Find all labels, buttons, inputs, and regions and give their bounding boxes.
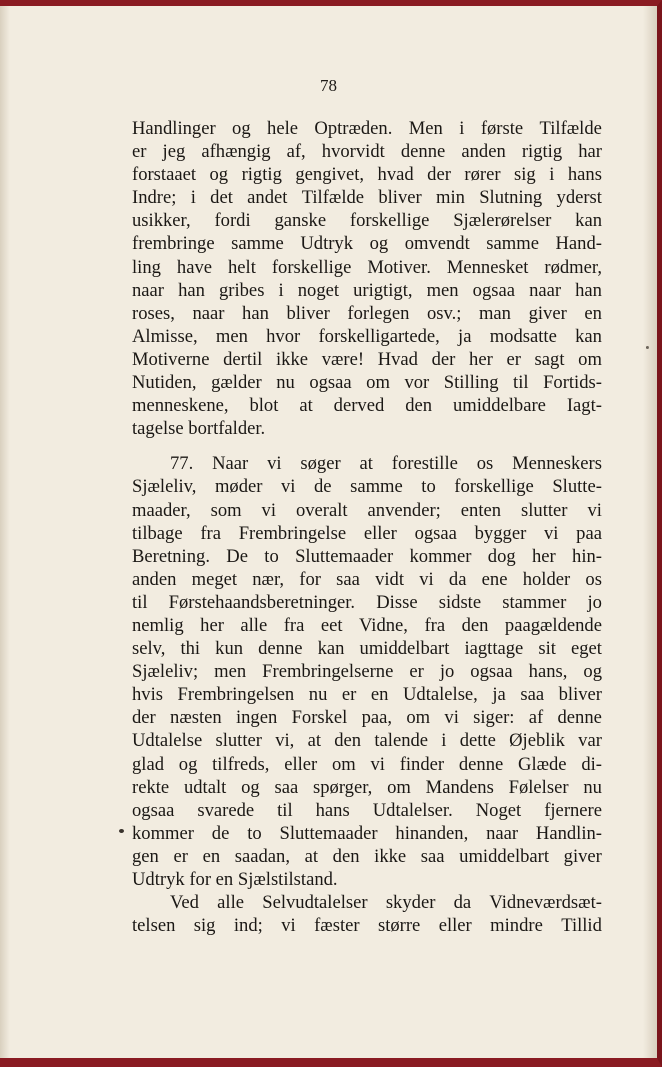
- text-line: Motiverne dertil ikke være! Hvad der her er sagt om: [132, 348, 602, 370]
- text-line: menneskene, blot at derved den umiddelbare Iagt-: [132, 395, 602, 417]
- text-line: ogsaa svarede til hans Udtalelser. Noget fjernere: [132, 799, 602, 821]
- text-line: til Førstehaandsberetninger. Disse sidste stammer jo: [132, 591, 602, 613]
- text-line: Nutiden, gælder nu ogsaa om vor Stilling til Fortids-: [132, 372, 602, 394]
- text-line: naar han gribes i noget urigtigt, men ogsaa naar han: [132, 279, 602, 301]
- text-line: der næsten ingen Forskel paa, om vi siger: af denne: [132, 707, 602, 729]
- text-line: telsen sig ind; vi fæster større eller mindre Tillid: [132, 915, 602, 937]
- text-line: hvis Frembringelsen nu er en Udtalelse, ja saa bliver: [132, 684, 602, 706]
- text-line: gen er en saadan, at den ikke saa umiddelbart giver: [132, 845, 602, 867]
- text-line: Indre; i det andet Tilfælde bliver min Slutning yderst: [132, 187, 602, 209]
- text-line: anden meget nær, for saa vidt vi da ene holder os: [132, 568, 602, 590]
- paragraph: [132, 452, 602, 891]
- margin-speck: [646, 346, 649, 349]
- text-line: usikker, fordi ganske forskellige Sjælerørelser kan: [132, 210, 602, 232]
- text-line: Beretning. De to Sluttemaader kommer dog her hin-: [132, 545, 602, 567]
- text-line: Ved alle Selvudtalelser skyder da Vidneværdsæt-: [170, 892, 602, 914]
- text-line: glad og tilfreds, eller om vi finder denne Glæde di-: [132, 753, 602, 775]
- text-line: frembringe samme Udtryk og omvendt samme Hand-: [132, 233, 602, 255]
- paragraph: [132, 117, 602, 440]
- paragraph: [132, 891, 602, 937]
- text-line: tagelse bortfalder.: [132, 418, 266, 440]
- text-line: ling have helt forskellige Motiver. Mennesket rødmer,: [132, 256, 602, 278]
- text-line: kommer de to Sluttemaader hinanden, naar Handlin-: [132, 822, 602, 844]
- text-line: rekte udtalt og saa spørger, om Mandens Følelser nu: [132, 776, 602, 798]
- text-line: Almisse, men hvor forskelligartede, ja modsatte kan: [132, 325, 602, 347]
- paragraph-gap: [132, 440, 602, 452]
- text-line: maader, som vi overalt anvender; enten slutter vi: [132, 499, 602, 521]
- text-line: tilbage fra Frembringelse eller ogsaa bygger vi paa: [132, 522, 602, 544]
- text-line: Handlinger og hele Optræden. Men i første Tilfælde: [132, 118, 602, 139]
- margin-speck: [119, 829, 124, 833]
- text-line: er jeg afhængig af, hvorvidt denne anden rigtig har: [132, 141, 602, 163]
- text-line: 77. Naar vi søger at forestille os Menneskers: [170, 453, 602, 475]
- text-line: Udtryk for en Sjælstilstand.: [132, 869, 338, 890]
- body-text: [132, 117, 602, 937]
- text-line: nemlig her alle fra eet Vidne, fra den paagældende: [132, 614, 602, 636]
- text-line: forstaaet og rigtig gengivet, hvad der rører sig i hans: [132, 164, 602, 186]
- text-line: Sjæleliv, møder vi de samme to forskellige Slutte-: [132, 476, 602, 498]
- text-line: roses, naar han bliver forlegen osv.; man giver en: [132, 302, 602, 324]
- page-number: 78: [320, 76, 337, 95]
- text-line: Sjæleliv; men Frembringelserne er jo ogsaa hans, og: [132, 661, 602, 683]
- text-line: selv, thi kun denne kan umiddelbart iagttage sit eget: [132, 638, 602, 660]
- text-line: Udtalelse slutter vi, at den talende i dette Øjeblik var: [132, 730, 602, 752]
